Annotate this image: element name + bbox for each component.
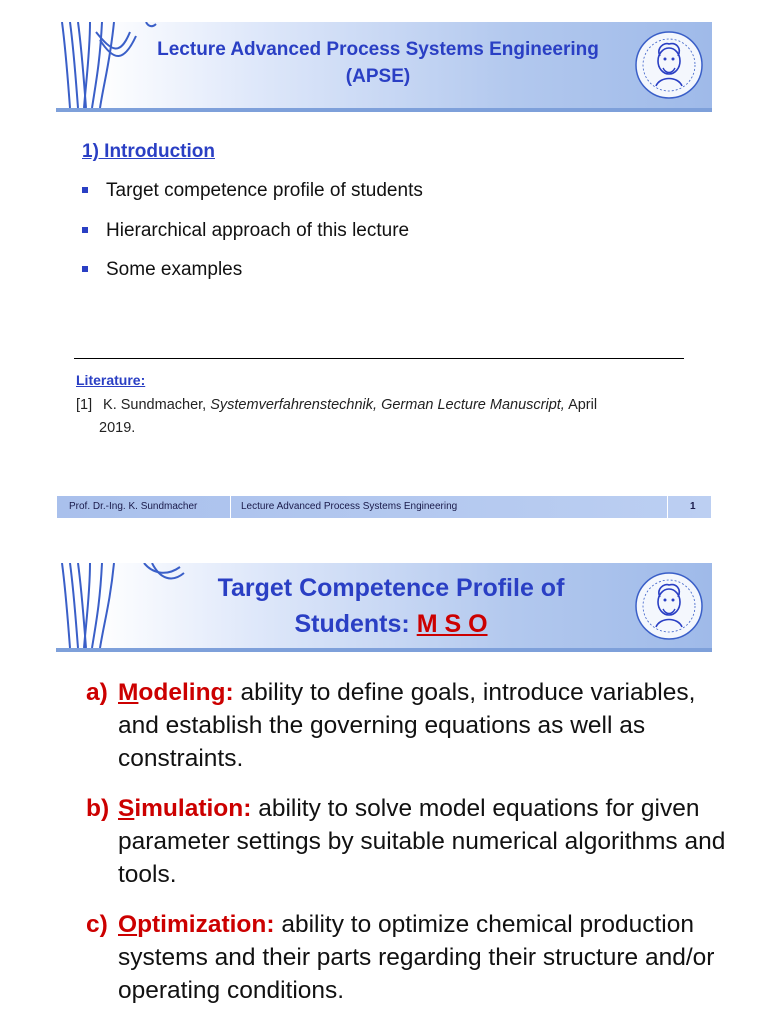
university-seal-icon: [634, 569, 704, 643]
section-heading-introduction: 1) Introduction: [82, 141, 215, 162]
item-text: ability to optimize chemical production systems and their parts regarding their structure and/or operating conditions.: [118, 911, 715, 1004]
list-item: [86, 792, 726, 891]
list-item: [80, 257, 423, 297]
literature-reference: [76, 394, 676, 440]
slide2-title-highlight: M S O: [416, 610, 488, 638]
footer-lecture: Lecture Advanced Process Systems Engineering: [241, 501, 458, 512]
term-simulation: [118, 795, 251, 822]
ref-month: April: [568, 397, 598, 413]
ref-author: K. Sundmacher,: [103, 397, 207, 413]
term-initial: S: [118, 795, 135, 822]
bullet-square-icon: [82, 227, 88, 233]
mso-definition-list: [86, 676, 726, 1024]
item-label: b): [86, 795, 110, 822]
ref-title: Systemverfahrenstechnik, German Lecture Manuscript,: [210, 397, 565, 413]
term-rest: imulation:: [134, 795, 252, 822]
item-label: a): [86, 679, 108, 706]
slide1-header-banner: [56, 22, 712, 112]
slide1-title-line1: Lecture Advanced Process Systems Engineering: [157, 39, 599, 60]
list-item: [86, 676, 726, 775]
university-seal-icon: [634, 28, 704, 102]
footer-author: Prof. Dr.-Ing. K. Sundmacher: [69, 501, 198, 512]
list-item: [80, 218, 423, 258]
slide2-title-line1: Target Competence Profile of: [217, 574, 565, 602]
term-optimization: [118, 911, 275, 938]
literature-heading: Literature:: [76, 372, 146, 388]
ref-year: 2019.: [99, 420, 136, 436]
intro-bullet-list: [80, 178, 423, 297]
term-initial: M: [118, 679, 139, 706]
term-modeling: [118, 679, 234, 706]
item-text: ability to solve model equations for given parameter settings by suitable numerical algorithms and tools.: [118, 795, 726, 888]
bullet-square-icon: [82, 187, 88, 193]
list-item: [86, 908, 726, 1007]
footer-page-number: 1: [690, 501, 696, 512]
bullet-text: Hierarchical approach of this lecture: [106, 219, 410, 241]
ref-number: [1]: [76, 397, 93, 413]
item-label: c): [86, 911, 108, 938]
divider: [74, 358, 684, 359]
bullet-text: Target competence profile of students: [106, 180, 423, 201]
slide2-title: [126, 570, 656, 642]
bullet-text: Some examples: [106, 259, 243, 280]
term-initial: O: [118, 911, 138, 938]
slide2-header-banner: [56, 563, 712, 652]
slide2-title-prefix: Students:: [294, 610, 417, 638]
slide1-title-line2: (APSE): [345, 66, 411, 87]
slide-footer: [57, 496, 711, 518]
slide1-title: [126, 36, 630, 90]
footer-separator: [230, 496, 231, 518]
item-text: ability to define goals, introduce variables, and establish the governing equations as well as constraints.: [118, 679, 696, 772]
bullet-square-icon: [82, 266, 88, 272]
list-item: [80, 178, 423, 218]
term-rest: odeling:: [138, 679, 234, 706]
term-rest: ptimization:: [137, 911, 275, 938]
slide2-title-line2: [126, 606, 656, 642]
footer-separator: [667, 496, 668, 518]
